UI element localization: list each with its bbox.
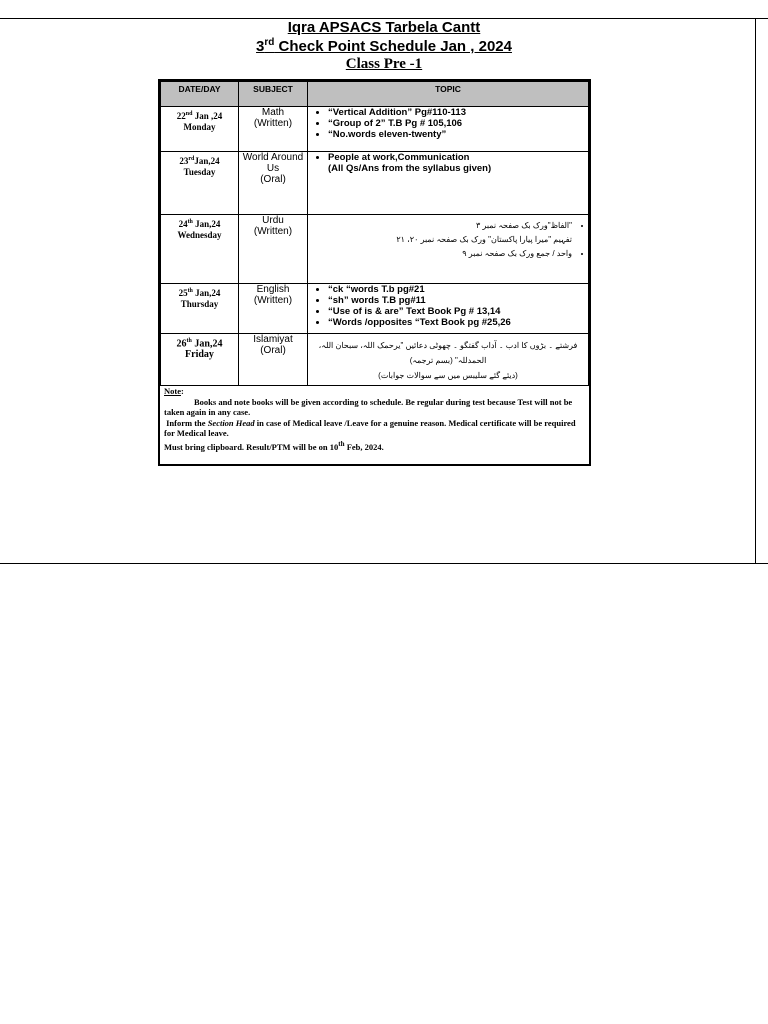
date-cell: 26th Jan,24 Friday xyxy=(161,334,239,386)
section-head-text: Section Head xyxy=(207,417,255,428)
note-line: Must bring clipboard. Result/PTM will be on 10th Feb, 2024. xyxy=(164,439,384,452)
topic-cell xyxy=(308,152,589,215)
schedule-table xyxy=(160,81,589,386)
table-row xyxy=(161,152,589,215)
column-header: SUBJECT xyxy=(239,82,308,107)
list-item: • "الفاظ"ورک بک صفحہ نمبر ۳ xyxy=(308,219,572,233)
list-item: • “Words /opposites “Text Book pg #25,26 xyxy=(328,317,588,328)
table-row xyxy=(161,334,589,386)
date-cell: 23rdJan,24 Tuesday xyxy=(161,152,239,215)
note-section: Note: Books and note books will be given according to schedule. Be regular during test because Test will not be taken again in any case. Inform the Section Head in case of Medical leave /Leave for a genuine reason. Medical certificate will be required for Medical leave. Must bring clipboard. Result/PTM will be on 10th Feb, 2024. xyxy=(164,386,584,452)
table-row xyxy=(161,215,589,284)
table-row xyxy=(161,107,589,152)
schedule-title: 3rd Check Point Schedule Jan , 2024 xyxy=(256,37,512,55)
class-title: Class Pre -1 xyxy=(345,56,423,72)
topic-line: (دیئے گئے سلیبس میں سے سوالات جوابات) xyxy=(378,371,518,380)
subject-cell: English (Written) xyxy=(239,284,308,334)
topic-cell xyxy=(308,107,589,152)
date-cell: 22nd Jan ,24 Monday xyxy=(161,107,239,152)
table-header-row xyxy=(161,82,589,107)
list-item: • People at work,Communication xyxy=(328,152,588,163)
list-item: • واحد / جمع ورک بک صفحہ نمبر ۹ xyxy=(308,247,572,261)
list-item: تفہیم "میرا پیارا پاکستان" ورک بک صفحہ نمبر ۲۰، ۲۱ xyxy=(396,235,572,244)
date-cell: 24th Jan,24 Wednesday xyxy=(161,215,239,284)
list-item: • “ck “words T.b pg#21 xyxy=(328,284,588,295)
column-header: TOPIC xyxy=(308,82,589,107)
subject-cell: World Around Us (Oral) xyxy=(239,152,308,215)
list-item: • “sh” words T.B pg#11 xyxy=(328,295,588,306)
list-item: • “Use of is & are” Text Book Pg # 13,14 xyxy=(328,306,588,317)
note-label: Note xyxy=(164,386,181,396)
topic-cell xyxy=(308,334,589,386)
subject-cell: Math (Written) xyxy=(239,107,308,152)
column-header: DATE/DAY xyxy=(161,82,239,107)
topic-cell xyxy=(308,215,589,284)
note-line: Books and note books will be given according to schedule. Be regular during test because Test will not be taken again in any case. xyxy=(164,396,573,417)
date-cell: 25th Jan,24 Thursday xyxy=(161,284,239,334)
list-item: • “Group of 2” T.B Pg # 105,106 xyxy=(328,118,588,129)
list-item: • “Vertical Addition” Pg#110-113 xyxy=(328,107,588,118)
topic-cell xyxy=(308,284,589,334)
table-row xyxy=(161,284,589,334)
page-frame-bottom xyxy=(0,563,768,564)
subject-cell: Islamiyat (Oral) xyxy=(239,334,308,386)
topic-line: فرشتے ۔ بڑوں کا ادب ۔ آداب گفتگو ۔ چھوٹی دعائیں "یرحمک اللہ، سبحان اللہ، الحمدللہ" (بسم ترجمہ) xyxy=(318,341,578,365)
list-item: • “No.words eleven-twenty” xyxy=(328,129,588,140)
list-item: (All Qs/Ans from the syllabus given) xyxy=(328,163,492,174)
schedule-box xyxy=(158,79,591,466)
school-title: Iqra APSACS Tarbela Cantt xyxy=(287,19,481,36)
subject-cell: Urdu (Written) xyxy=(239,215,308,284)
page-frame-right xyxy=(755,18,756,563)
